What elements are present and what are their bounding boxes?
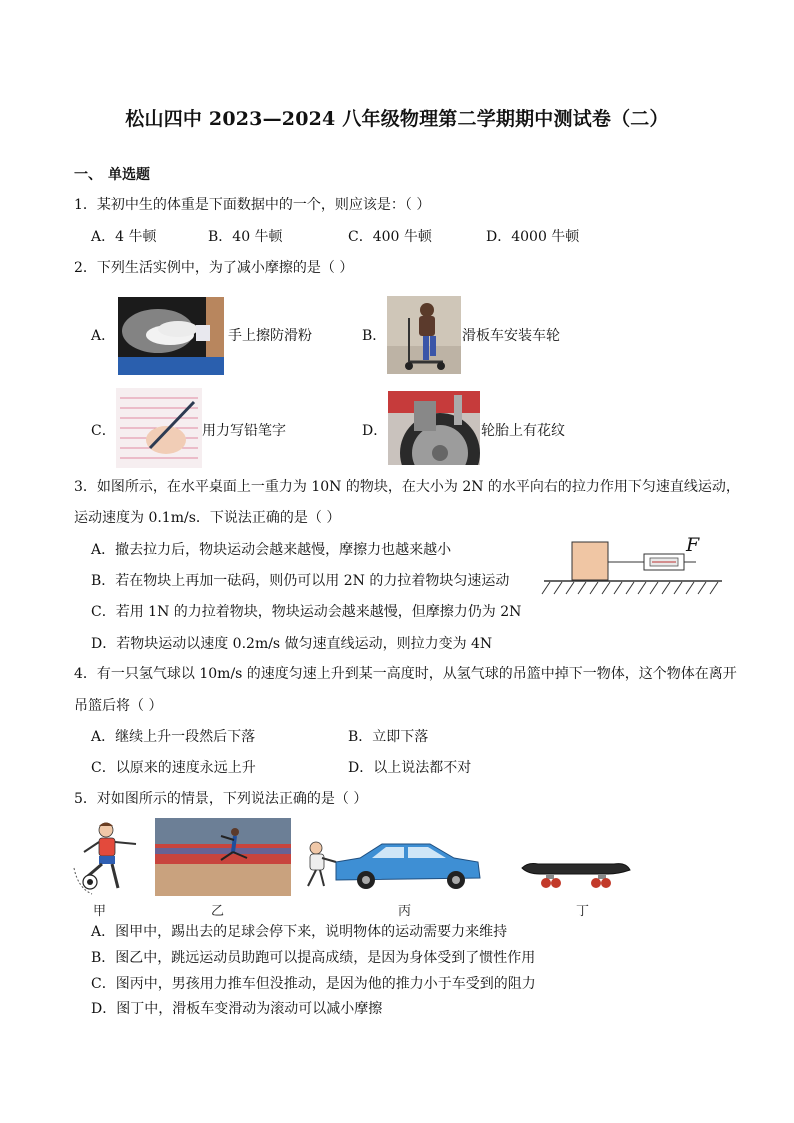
q2-chalk-hands-image: [118, 297, 224, 375]
q2-scooter-image: [387, 296, 461, 374]
q2-stem: 2．下列生活实例中，为了减小摩擦的是（ ）: [74, 260, 354, 276]
q5-long-jump-image: [155, 818, 291, 896]
q3-option-c: C．若用 1N 的力拉着物块，物块运动会越来越慢，但摩擦力仍为 2N: [91, 604, 522, 620]
q3-option-b: B．若在物块上再加一砝码，则仍可以用 2N 的力拉着物块匀速运动: [91, 573, 510, 589]
q2-option-c-letter: C．: [91, 423, 116, 439]
q1-option-b: B．40 牛顿: [208, 229, 283, 245]
q5-caption-ding: 丁: [576, 904, 590, 919]
q5-skateboard-image: [518, 860, 632, 892]
q4-option-b: B．立即下落: [348, 729, 429, 745]
q2-option-b-letter: B．: [362, 328, 387, 344]
q2-option-d-text: 轮胎上有花纹: [481, 423, 565, 439]
q5-stem: 5．对如图所示的情景，下列说法正确的是（ ）: [74, 791, 368, 807]
q2-pencil-writing-image: [116, 388, 202, 468]
q3-option-a: A．撤去拉力后，物块运动会越来越慢，摩擦力也越来越小: [91, 542, 452, 558]
q5-option-a: A．图甲中，踢出去的足球会停下来，说明物体的运动需要力来维持: [91, 924, 508, 940]
q4-option-c: C．以原来的速度永远上升: [91, 760, 256, 776]
q3-stem-line1: 3．如图所示，在水平桌面上一重力为 10N 的物块，在大小为 2N 的水平向右的拉力作用下匀速直线运动，: [74, 479, 740, 495]
q5-caption-bing: 丙: [398, 904, 412, 919]
q2-tire-tread-image: [388, 391, 480, 465]
q3-force-label: F: [686, 534, 700, 556]
q5-push-car-image: [300, 838, 482, 892]
page-title: 松山四中 2023—2024 八年级物理第二学期期中测试卷（二）: [125, 108, 669, 130]
q3-option-d: D．若物块运动以速度 0.2m/s 做匀速直线运动，则拉力变为 4N: [91, 636, 493, 652]
q5-caption-yi: 乙: [211, 904, 225, 919]
q4-stem-line2: 吊篮后将（ ）: [74, 698, 163, 714]
q2-option-c-text: 用力写铅笔字: [202, 423, 286, 439]
q4-option-d: D．以上说法都不对: [348, 760, 472, 776]
section-number: 一、: [74, 167, 102, 183]
section-label: 单选题: [108, 167, 150, 183]
q4-stem-line1: 4．有一只氢气球以 10m/s 的速度匀速上升到某一高度时，从氢气球的吊篮中掉下一物体，这个物体在离开: [74, 666, 737, 682]
q3-stem-line2: 运动速度为 0.1m/s．下说法正确的是（ ）: [74, 510, 341, 526]
q2-option-b-text: 滑板车安装车轮: [462, 328, 560, 344]
q5-option-b: B．图乙中，跳远运动员助跑可以提高成绩，是因为身体受到了惯性作用: [91, 950, 536, 966]
q1-option-c: C．400 牛顿: [348, 229, 432, 245]
q5-caption-jia: 甲: [93, 904, 107, 919]
q1-option-d: D．4000 牛顿: [486, 229, 580, 245]
q1-stem: 1．某初中生的体重是下面数据中的一个，则应该是：（ ）: [74, 197, 431, 213]
q2-option-a-text: 手上擦防滑粉: [228, 328, 312, 344]
q2-option-a-letter: A．: [91, 328, 116, 344]
q2-option-d-letter: D．: [362, 423, 388, 439]
q5-soccer-kick-image: [72, 818, 142, 896]
q4-option-a: A．继续上升一段然后下落: [91, 729, 256, 745]
q5-option-c: C．图丙中，男孩用力推车但没推动，是因为他的推力小于车受到的阻力: [91, 976, 536, 992]
q5-option-d: D．图丁中，滑板车变滑动为滚动可以减小摩擦: [91, 1001, 383, 1017]
q1-option-a: A．4 牛顿: [91, 229, 157, 245]
